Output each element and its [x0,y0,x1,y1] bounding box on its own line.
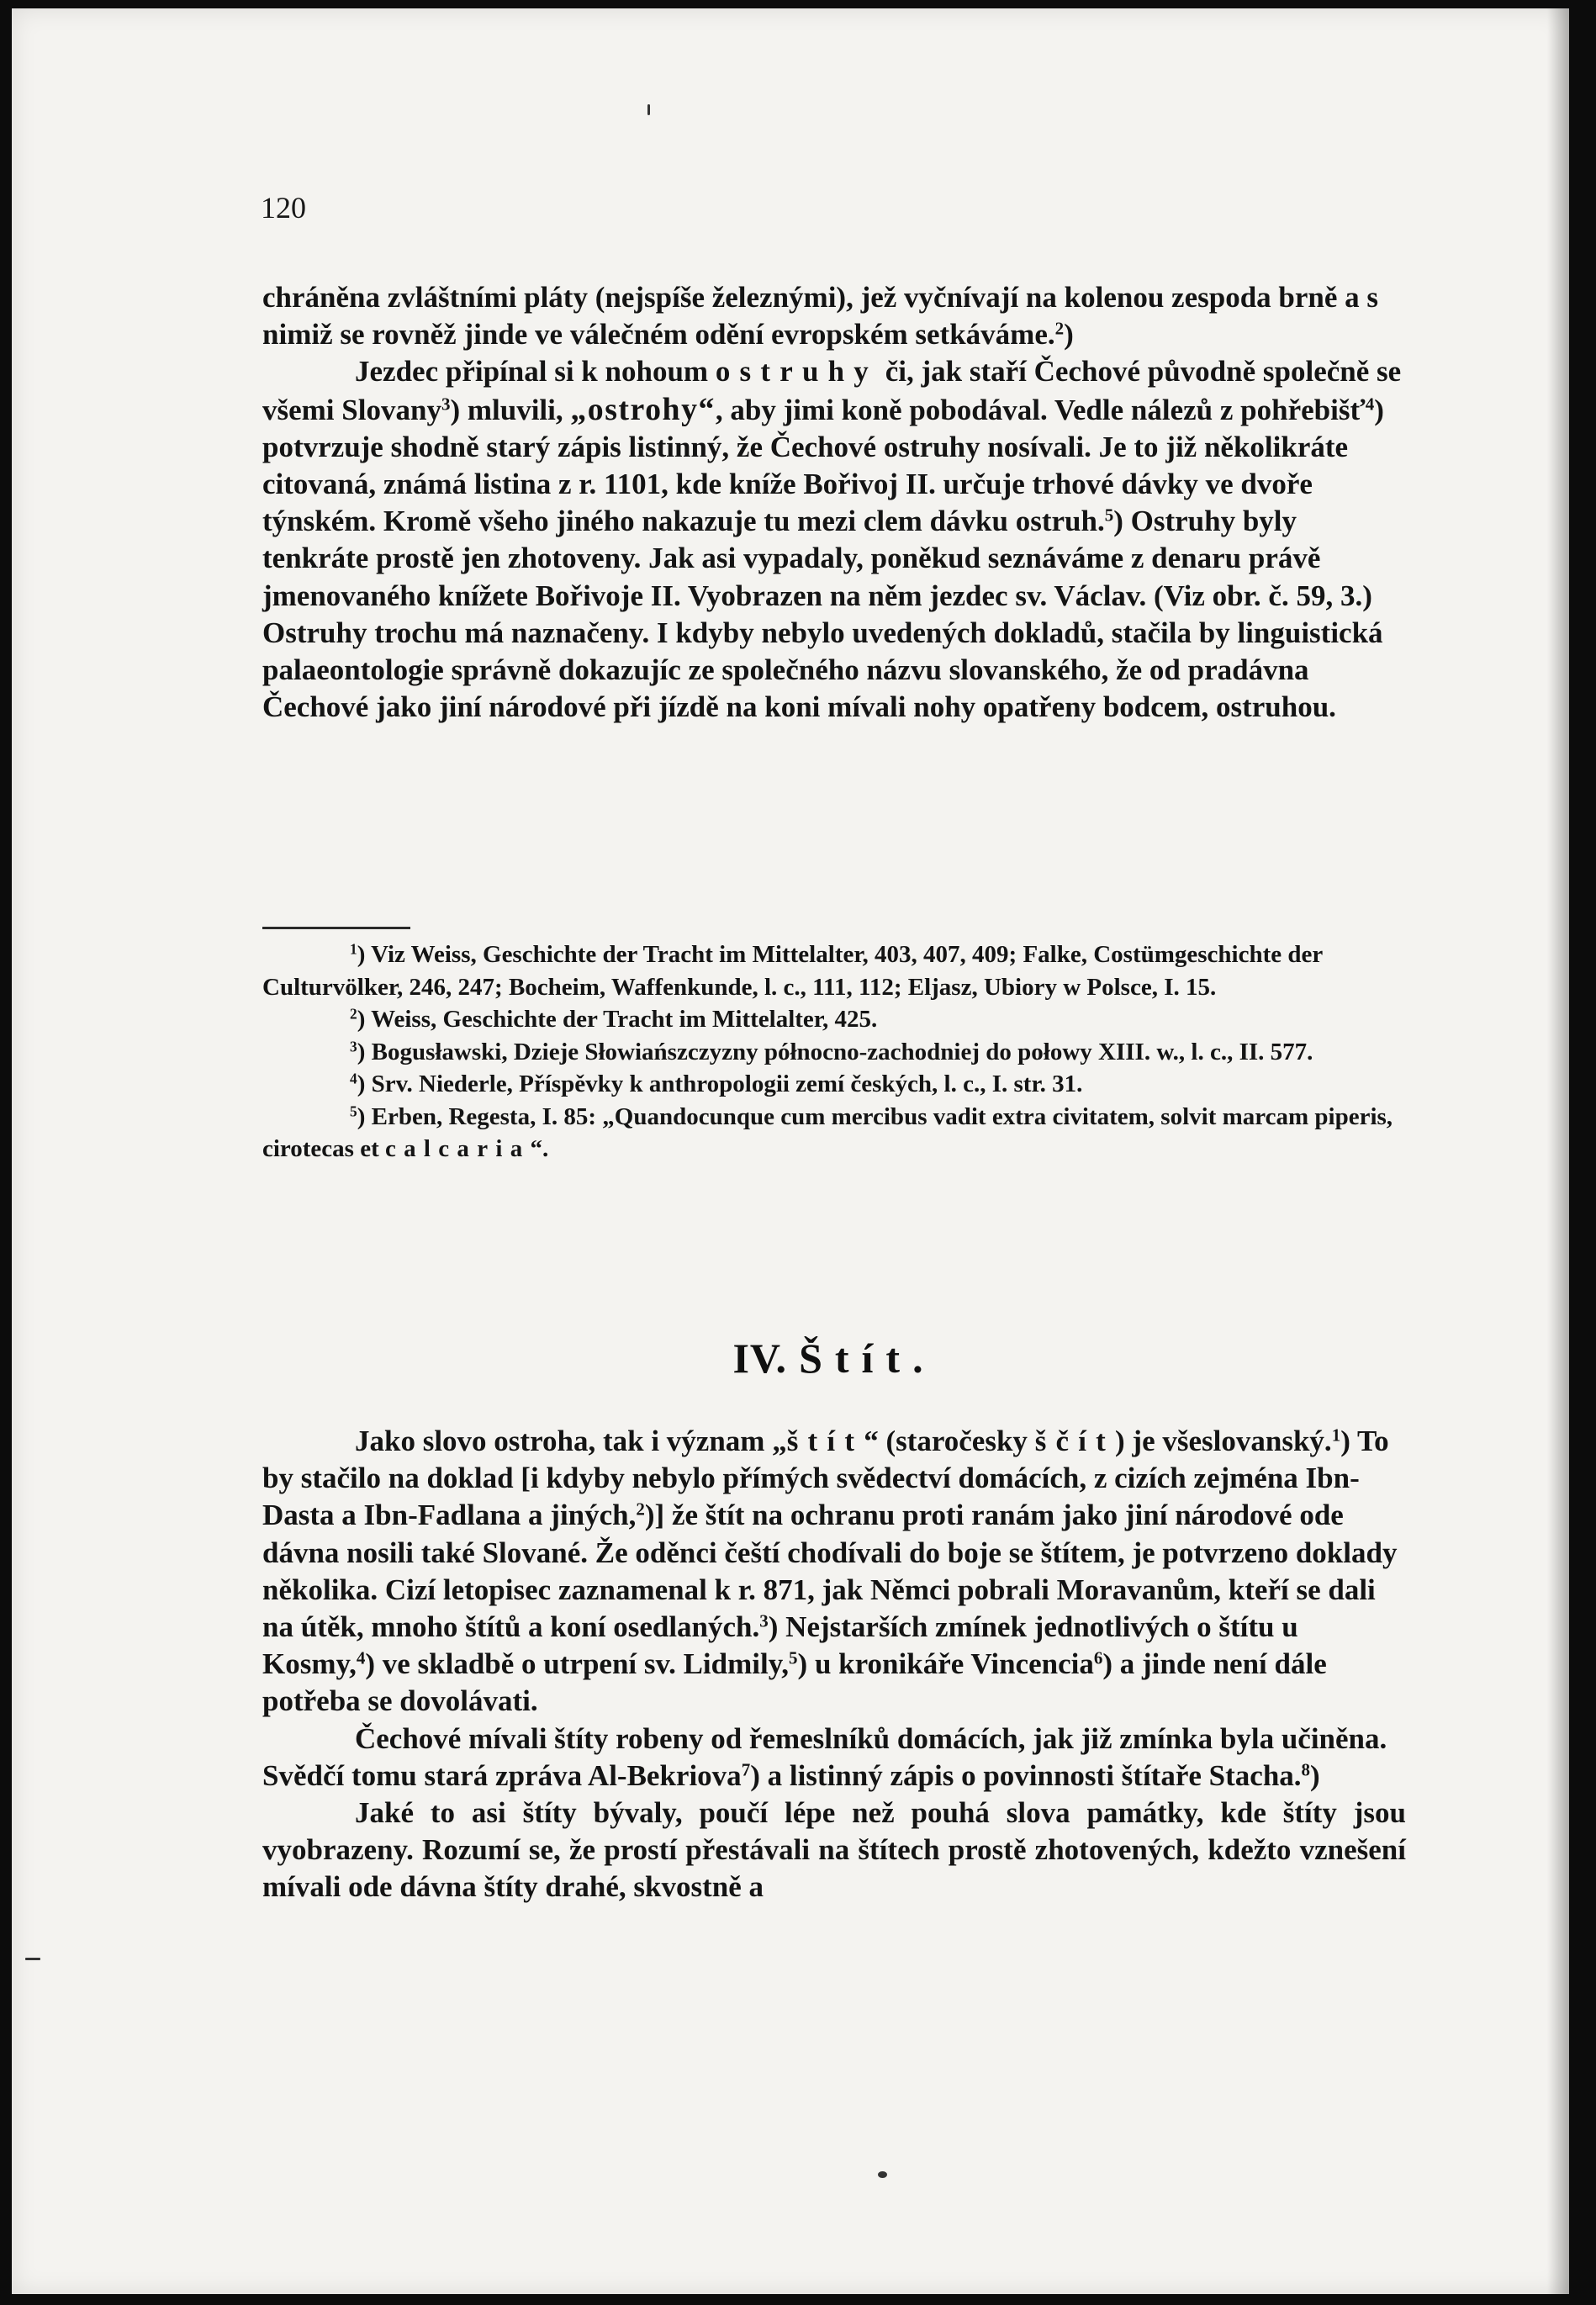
print-speck [647,104,650,115]
text-run: Čechové mívali štíty robeny od řemeslníků domácích, jak již zmínka byla učiněna. Svědčí tomu stará zpráva Al-Bekriova [262,1721,1387,1792]
text-run: ) je všeslovanský. [1115,1425,1332,1457]
text-run: ) [1064,318,1074,352]
emphasized-term: „ostrohy“ [570,391,716,427]
spaced-term: ščít [1034,1425,1116,1457]
footnote-marker: 3 [441,394,451,415]
text-run: ) [1310,1758,1320,1792]
paragraph [262,1101,1406,1166]
section-numeral: IV. [732,1335,788,1382]
text-run: Jaké to asi štíty bývaly, poučí lépe než pouhá slova památky, kde štíty jsou vyobrazeny. Rozumí se, že prostí přestávali na štítech prostě zhotovených, kdežto vznešení mívali ode dávna štíty drahé, skvostně a [262,1796,1406,1904]
text-run: ) a listinný zápis o povinnosti štítaře Stacha. [750,1758,1302,1792]
footnote-marker: 4 [350,1070,357,1087]
main-text [262,279,1406,726]
footnote-marker: 4 [1365,394,1375,415]
paragraph [262,1721,1406,1795]
footnote-marker: 5 [1104,505,1114,526]
paragraph [262,279,1406,353]
text-run: ) Ostruhy byly tenkráte prostě jen zhotoveny. Jak asi vypadaly, poněkud seznáváme z denaru právě jmenovaného knížete Bořivoje II. Vyobrazen na něm jezdec sv. Václav. (Viz obr. č. 59, 3.) Ostruhy trochu má naznačeny. I kdyby nebylo uvedených dokladů, stačila by linguistická palaeontologie správně dokazujíc ze společného názvu slovanského, že od pradávna Čechové jako jiní národové při jízdě na koni mívali nohy opatřeny bodcem, ostruhou. [262,505,1383,724]
text-run: ) Erben, Regesta, I. 85: „Quandocunque cum mercibus vadit extra civitatem, solvit marcam piperis, cirotecas et [262,1102,1393,1162]
paragraph [262,1003,1406,1036]
footnote-marker: 5 [789,1647,798,1668]
spaced-term: ostruhy [715,355,878,389]
page-edge-shadow [1547,8,1569,2294]
text-run: “ (staročesky [864,1425,1035,1457]
footnote-marker: 7 [741,1759,751,1780]
print-speck [25,1958,40,1960]
text-run: chráněna zvláštními pláty (nejspíše železnými), jež vyčnívají na kolenou zespoda brně a s nimiž se rovněž jinde ve válečném odění evropském setkáváme. [262,281,1379,352]
print-speck [878,2171,887,2178]
text-run: , aby jimi koně pobodával. Vedle nálezů z pohřebišť [715,393,1366,426]
text-run: ) u kronikáře Vincencia [797,1647,1094,1681]
text-run: ) ve skladbě o utrpení sv. Lidmily, [365,1647,790,1681]
footnote-marker: 8 [1301,1759,1311,1780]
footnote-marker: 5 [350,1102,357,1119]
footnote-marker: 2 [636,1499,645,1520]
section-text [262,1423,1406,1906]
section-heading [262,1334,1406,1382]
text-run: ) a jinde není dále potřeba se dovolávati. [262,1647,1327,1718]
paragraph [262,1068,1406,1101]
text-run: )] že štít na ochranu proti ranám jako jiní národové ode dávna nosili také Slované. Že oděnci čeští chodívali do boje se štítem, je potvrzeno doklady několika. Cizí letopisec zaznamenal k r. 871, jak Němci pobrali Moravanům, kteří se dali na útěk, mnoho štítů a koní osedlaných. [262,1499,1398,1644]
text-run: ) Weiss, Geschichte der Tracht im Mittelalter, 425. [357,1006,878,1033]
footnote-marker: 3 [350,1037,357,1055]
footnotes [262,938,1406,1166]
text-run: ) mluvili, [450,393,571,426]
paragraph [262,1036,1406,1069]
footnote-marker: 6 [1093,1647,1103,1668]
text-run: či, jak staří Čechové původně společně se všemi Slovany [262,355,1402,426]
text-run: ) Bogusławski, Dzieje Słowiańszczyzny północno-zachodniej do połowy XIII. w., l. c., II. 577. [357,1038,1313,1065]
footnote-marker: 4 [356,1647,366,1668]
paragraph [262,938,1406,1003]
section-title: Štít. [799,1335,936,1382]
book-page [12,8,1569,2294]
footnote-separator [262,927,410,929]
text-run: ) Srv. Niederle, Příspěvky k anthropologii zemí českých, l. c., I. str. 31. [357,1071,1083,1097]
text-run: ) To by stačilo na doklad [i kdyby nebylo přímých svědectví domácích, z cizích zejména Ibn-Dasta a Ibn-Fadlana a jiných, [262,1425,1389,1532]
paragraph [262,353,1406,726]
text-run: ) Nejstarších zmínek jednotlivých o štítu u Kosmy, [262,1610,1298,1681]
footnote-marker: 1 [350,940,357,958]
text-run: ) Viz Weiss, Geschichte der Tracht im Mittelalter, 403, 407, 409; Falke, Costümgeschichte der Culturvölker, 246, 247; Bocheim, Waffenkunde, l. c., 111, 112; Eljasz, Ubiory w Polsce, I. 15. [262,941,1323,1001]
text-run: “. [530,1135,549,1162]
text-run: ) potvrzuje shodně starý zápis listinný, že Čechové ostruhy nosívali. Je to již několikráte citovaná, známá listina z r. 1101, kde kníže Bořivoj II. určuje trhové dávky ve dvoře týnském. Kromě všeho jiného nakazuje tu mezi clem dávku ostruh. [262,393,1384,538]
page-number: 120 [261,191,306,225]
paragraph [262,1423,1406,1721]
spaced-term: štít [786,1425,864,1457]
spaced-term: calcaria [385,1135,531,1162]
text-run: Jezdec připínal si k nohoum [355,355,716,389]
paragraph [262,1795,1406,1906]
footnote-marker: 1 [1331,1425,1341,1446]
footnote-marker: 2 [1054,318,1065,339]
text-run: Jako slovo ostroha, tak i význam „ [355,1425,787,1457]
footnote-marker: 2 [350,1005,357,1023]
footnote-marker: 3 [759,1610,769,1631]
